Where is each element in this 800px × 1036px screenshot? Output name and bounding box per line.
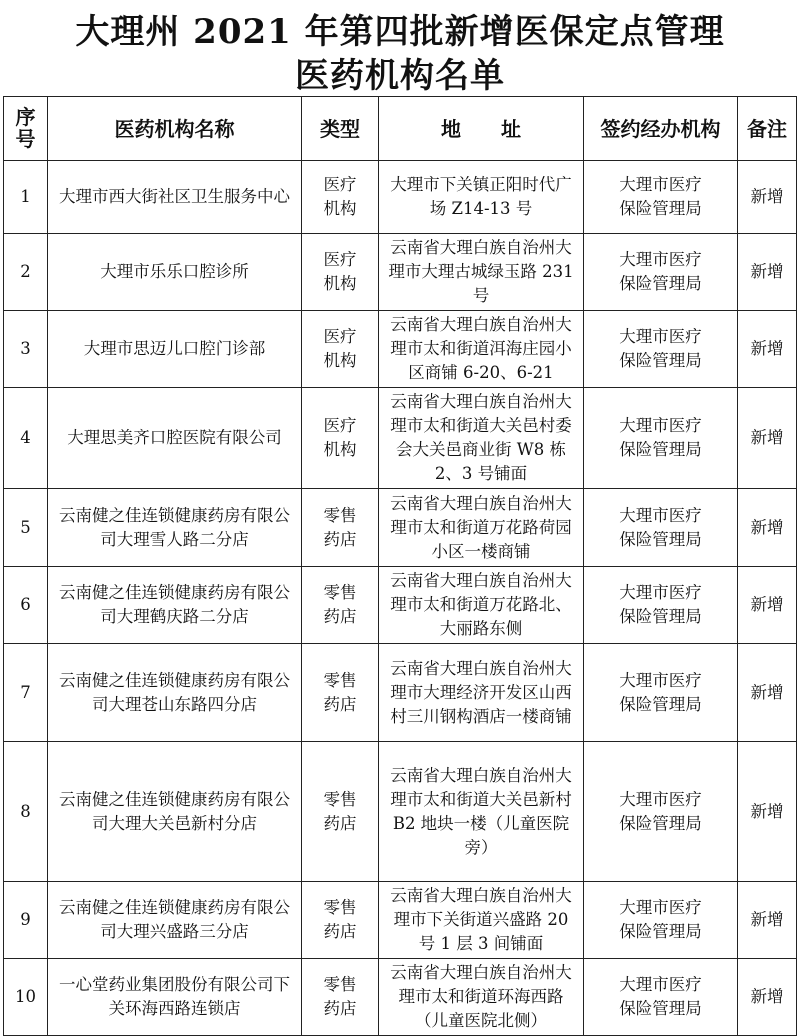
cell-name: 云南健之佳连锁健康药房有限公司大理大关邑新村分店 xyxy=(48,742,302,882)
cell-seq: 3 xyxy=(4,311,48,388)
table-row xyxy=(4,644,797,742)
cell-remark: 新增 xyxy=(738,161,797,234)
cell-agency: 大理市医疗保险管理局 xyxy=(584,567,738,644)
cell-name: 大理市西大街社区卫生服务中心 xyxy=(48,161,302,234)
cell-remark: 新增 xyxy=(738,644,797,742)
cell-name: 云南健之佳连锁健康药房有限公司大理雪人路二分店 xyxy=(48,489,302,567)
cell-type: 医疗机构 xyxy=(302,311,379,388)
header-seq: 序号 xyxy=(4,97,48,161)
cell-remark: 新增 xyxy=(738,234,797,311)
cell-name: 一心堂药业集团股份有限公司下关环海西路连锁店 xyxy=(48,959,302,1036)
table-row xyxy=(4,388,797,489)
cell-type: 零售药店 xyxy=(302,644,379,742)
header-address: 地 址 xyxy=(379,97,584,161)
institution-table xyxy=(3,96,797,1036)
cell-remark: 新增 xyxy=(738,959,797,1036)
cell-seq: 2 xyxy=(4,234,48,311)
header-type: 类型 xyxy=(302,97,379,161)
cell-type: 零售药店 xyxy=(302,959,379,1036)
cell-address: 云南省大理白族自治州大理市太和街道环海西路（儿童医院北侧） xyxy=(379,959,584,1036)
cell-address: 云南省大理白族自治州大理市大理古城绿玉路 231 号 xyxy=(379,234,584,311)
cell-seq: 1 xyxy=(4,161,48,234)
cell-agency: 大理市医疗保险管理局 xyxy=(584,234,738,311)
cell-seq: 6 xyxy=(4,567,48,644)
cell-type: 零售药店 xyxy=(302,489,379,567)
cell-seq: 5 xyxy=(4,489,48,567)
cell-seq: 7 xyxy=(4,644,48,742)
table-row xyxy=(4,311,797,388)
cell-remark: 新增 xyxy=(738,311,797,388)
cell-remark: 新增 xyxy=(738,489,797,567)
cell-name: 云南健之佳连锁健康药房有限公司大理兴盛路三分店 xyxy=(48,882,302,959)
table-row xyxy=(4,161,797,234)
table-row xyxy=(4,882,797,959)
cell-address: 云南省大理白族自治州大理市太和街道大关邑新村 B2 地块一楼（儿童医院旁） xyxy=(379,742,584,882)
cell-agency: 大理市医疗保险管理局 xyxy=(584,311,738,388)
cell-seq: 10 xyxy=(4,959,48,1036)
table-row xyxy=(4,489,797,567)
table-row xyxy=(4,959,797,1036)
table-row xyxy=(4,742,797,882)
cell-type: 零售药店 xyxy=(302,567,379,644)
cell-name: 大理市乐乐口腔诊所 xyxy=(48,234,302,311)
cell-address: 云南省大理白族自治州大理市太和街道洱海庄园小区商铺 6-20、6-21 xyxy=(379,311,584,388)
cell-address: 云南省大理白族自治州大理市下关街道兴盛路 20 号 1 层 3 间铺面 xyxy=(379,882,584,959)
table-row xyxy=(4,234,797,311)
cell-remark: 新增 xyxy=(738,882,797,959)
cell-agency: 大理市医疗保险管理局 xyxy=(584,388,738,489)
table-header-row xyxy=(4,97,797,161)
cell-type: 医疗机构 xyxy=(302,234,379,311)
cell-address: 云南省大理白族自治州大理市太和街道万花路北、大丽路东侧 xyxy=(379,567,584,644)
cell-type: 零售药店 xyxy=(302,742,379,882)
page-title: 大理州 2021 年第四批新增医保定点管理 xyxy=(75,12,725,52)
cell-seq: 4 xyxy=(4,388,48,489)
cell-agency: 大理市医疗保险管理局 xyxy=(584,161,738,234)
cell-remark: 新增 xyxy=(738,567,797,644)
cell-address: 云南省大理白族自治州大理市太和街道大关邑村委会大关邑商业街 W8 栋 2、3 号铺面 xyxy=(379,388,584,489)
cell-type: 零售药店 xyxy=(302,882,379,959)
cell-type: 医疗机构 xyxy=(302,161,379,234)
header-name: 医药机构名称 xyxy=(48,97,302,161)
cell-address: 云南省大理白族自治州大理市大理经济开发区山西村三川钢构酒店一楼商铺 xyxy=(379,644,584,742)
header-remark: 备注 xyxy=(738,97,797,161)
cell-name: 云南健之佳连锁健康药房有限公司大理苍山东路四分店 xyxy=(48,644,302,742)
cell-agency: 大理市医疗保险管理局 xyxy=(584,882,738,959)
cell-address: 云南省大理白族自治州大理市太和街道万花路荷园小区一楼商铺 xyxy=(379,489,584,567)
cell-agency: 大理市医疗保险管理局 xyxy=(584,644,738,742)
cell-type: 医疗机构 xyxy=(302,388,379,489)
cell-agency: 大理市医疗保险管理局 xyxy=(584,742,738,882)
cell-agency: 大理市医疗保险管理局 xyxy=(584,959,738,1036)
cell-address: 大理市下关镇正阳时代广场 Z14-13 号 xyxy=(379,161,584,234)
cell-seq: 8 xyxy=(4,742,48,882)
cell-name: 大理思美齐口腔医院有限公司 xyxy=(48,388,302,489)
header-agency: 签约经办机构 xyxy=(584,97,738,161)
cell-seq: 9 xyxy=(4,882,48,959)
cell-remark: 新增 xyxy=(738,388,797,489)
cell-name: 云南健之佳连锁健康药房有限公司大理鹤庆路二分店 xyxy=(48,567,302,644)
cell-remark: 新增 xyxy=(738,742,797,882)
cell-name: 大理市思迈儿口腔门诊部 xyxy=(48,311,302,388)
page-subtitle: 医药机构名单 xyxy=(295,56,505,96)
table-row xyxy=(4,567,797,644)
cell-agency: 大理市医疗保险管理局 xyxy=(584,489,738,567)
